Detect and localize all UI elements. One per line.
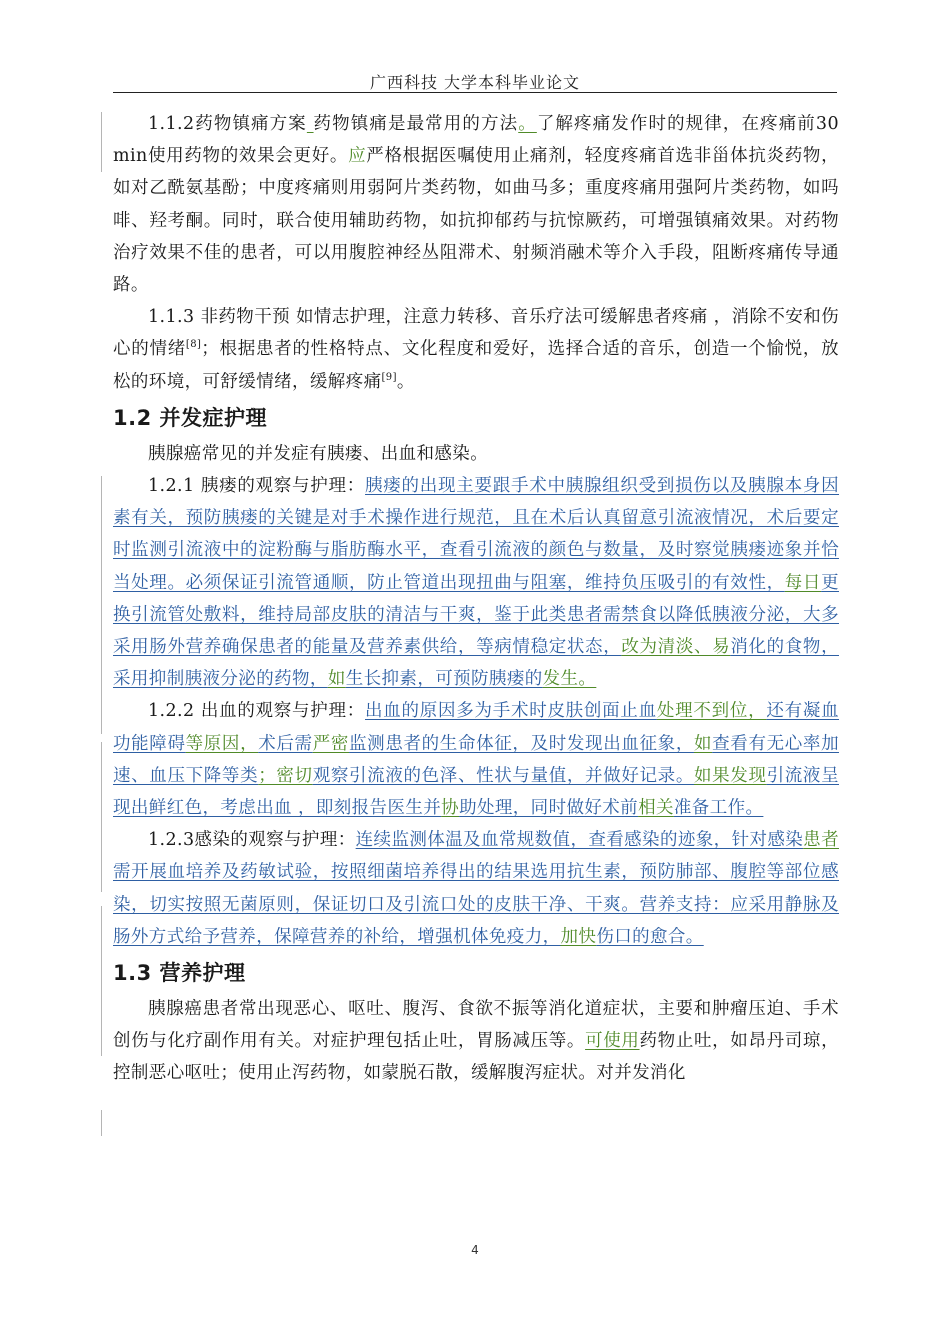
revision-bar (101, 906, 102, 1056)
citation: [9] (381, 371, 397, 383)
paragraph-text: ；根据患者的性格特点、文化程度和爱好，选择合适的音乐，创造一个愉悦，放松的环境，可舒缓情绪，缓解疼痛 (113, 339, 839, 392)
section-label: 1.1.2药物镇痛方案 (148, 114, 307, 134)
revision-insert: 需开展血培养及药敏试验，按照细菌培养得出的结果选用抗生素，预防肺部、腹腔等部位感染，切实按照无菌原则，保证切口及引流口处的皮肤干净、干爽。营养支持：应采用静脉及肠外方式给予营养，保障营养的补给，增强机体免疫力， (113, 862, 839, 947)
revision-insert: 发生。 (542, 669, 597, 690)
revision-bar (101, 112, 102, 172)
section-label: 1.2.2 出血的观察与护理： (148, 701, 366, 722)
revision-insert: 协 (441, 798, 460, 819)
revision-insert: 连续监测体温及血常规数值，查看感染的迹象，针对感染 (355, 830, 804, 851)
revision-insert: 严密 (312, 733, 350, 754)
revision-insert: 如 (327, 669, 346, 690)
revision-insert: 术后需 (258, 733, 313, 754)
paragraph-text: 药物止吐，如昂丹司琼，控制恶心呕吐；使用止泻药物，如蒙脱石散，缓解腹泻症状。对并发消化 (113, 1031, 839, 1084)
paragraph-text: 药物镇痛是最常用的方法 (313, 114, 519, 134)
revision-bar (101, 476, 102, 734)
revision-insert: 消化的食物，采用抑制胰液分泌的药物， (113, 637, 839, 690)
revision-insert: 观察引流液的色泽、性状与量值，并做好记录。 (312, 765, 694, 786)
paragraph-text: 1.1.3 非药物干预 如情志护理，注意力转移、音乐疗法可缓解患者疼痛 ，消除不安和伤心的情绪 (113, 307, 839, 360)
revision-insert: 助处理，同时做好术前 (459, 798, 639, 819)
paragraph-1-1-2 (113, 108, 839, 301)
revision-bar (101, 742, 102, 892)
revision-insert: 还有凝血功能障碍 (113, 701, 840, 754)
header-rule (113, 92, 837, 93)
paragraph-text: 。 (396, 371, 415, 392)
revision-insert: 。 (518, 114, 537, 134)
paragraph-text: 严格根据医嘱使用止痛剂，轻度疼痛首选非甾体抗炎药物，如对乙酰氨基酚；中度疼痛则用弱阿片类药物，如曲马多；重度疼痛用强阿片类药物，如吗啡、羟考酮。同时，联合使用辅助药物，如抗抑郁药与抗惊厥药，可增强镇痛效果。对药物治疗效果不佳的患者，可以用腹腔神经丛阻滞术、射频消融术等介入手段，阻断疼痛传导通路。 (113, 146, 839, 296)
revision-insert: 每日 (784, 572, 822, 593)
revision-insert: 可使用 (585, 1031, 640, 1052)
section-heading-1-2: 1.2 并发症护理 (113, 405, 268, 430)
revision-insert: 如果发现 (694, 765, 767, 786)
paragraph-1-3 (113, 993, 839, 1090)
paragraph-text: 胰腺癌患者常出现恶心、呕吐、腹泻、食欲不振等消化道症状，主要和肿瘤压迫、手术创伤与化疗副作用有关。对症护理包括止吐，胃肠减压等。 (113, 999, 839, 1052)
revision-insert: 处理不到位， (656, 701, 767, 722)
paragraph-1-2-1 (113, 470, 839, 695)
revision-insert: 更换引流管处敷料，维持局部皮肤的清洁与干爽，鉴于此类患者需禁食以降低胰液分泌，大多采用肠外营养确保患者的能量及营养素供给，等病情稳定状态， (113, 572, 839, 658)
revision-insert: 应 (348, 146, 367, 167)
section-label: 1.2.1 胰瘘的观察与护理： (148, 476, 366, 497)
revision-bar (101, 1110, 102, 1136)
citation: [8] (185, 339, 202, 351)
paragraph-text: 了解疼痛发作时的规律，在疼痛前30 min使用药物的效果会更好。 (113, 114, 839, 167)
running-header-title: 广西科技 大学本科毕业论文 (369, 73, 581, 92)
section-label: 1.2.3感染的观察与护理： (148, 830, 356, 851)
revision-insert: 胰瘘的出现主要跟手术中胰腺组织受到损伤以及胰腺本身因素有关，预防胰瘘的关键是对手术操作进行规范，且在术后认真留意引流液情况，术后要定时监测引流液中的淀粉酶与脂肪酶水平，查看引流液的颜色与数量，及时察觉胰瘘迹象并恰当处理。必须保证引流管通顺，防止管道出现扭曲与阻塞，维持负压吸引的有效性， (113, 476, 840, 593)
revision-mark (307, 114, 314, 134)
paragraph-1-2-2 (113, 695, 839, 824)
revision-insert: 出血的原因多为手术时皮肤创面止血 (365, 701, 657, 722)
revision-insert: 相关 (638, 798, 674, 819)
revision-insert: 查看有无心率加速、血压下降等类 (113, 733, 839, 786)
revision-insert: 等原因， (185, 733, 259, 754)
revision-insert: 伤口的愈合。 (596, 926, 704, 947)
revision-insert: 监测患者的生命体征，及时发现出血征象， (349, 733, 694, 754)
revision-insert: 患者 (803, 830, 839, 851)
paragraph-1-1-3 (113, 301, 839, 398)
paragraph-1-2-3 (113, 824, 839, 953)
revision-insert: ；密切 (258, 765, 313, 786)
paragraph-1-2-intro: 胰腺癌常见的并发症有胰瘘、出血和感染。 (148, 443, 489, 464)
page-number: 4 (471, 1243, 479, 1257)
revision-insert: 改为清淡、易 (621, 637, 731, 658)
revision-insert: 生长抑素，可预防胰瘘的 (345, 669, 543, 690)
revision-insert: 引流液呈现出鲜红色，考虑出血 ，即刻报告医生并 (113, 765, 839, 819)
document-body (113, 108, 839, 1090)
section-heading-1-3: 1.3 营养护理 (113, 961, 246, 986)
revision-insert: 如 (693, 733, 713, 754)
revision-insert: 准备工作。 (673, 798, 764, 819)
revision-insert: 加快 (560, 926, 597, 947)
